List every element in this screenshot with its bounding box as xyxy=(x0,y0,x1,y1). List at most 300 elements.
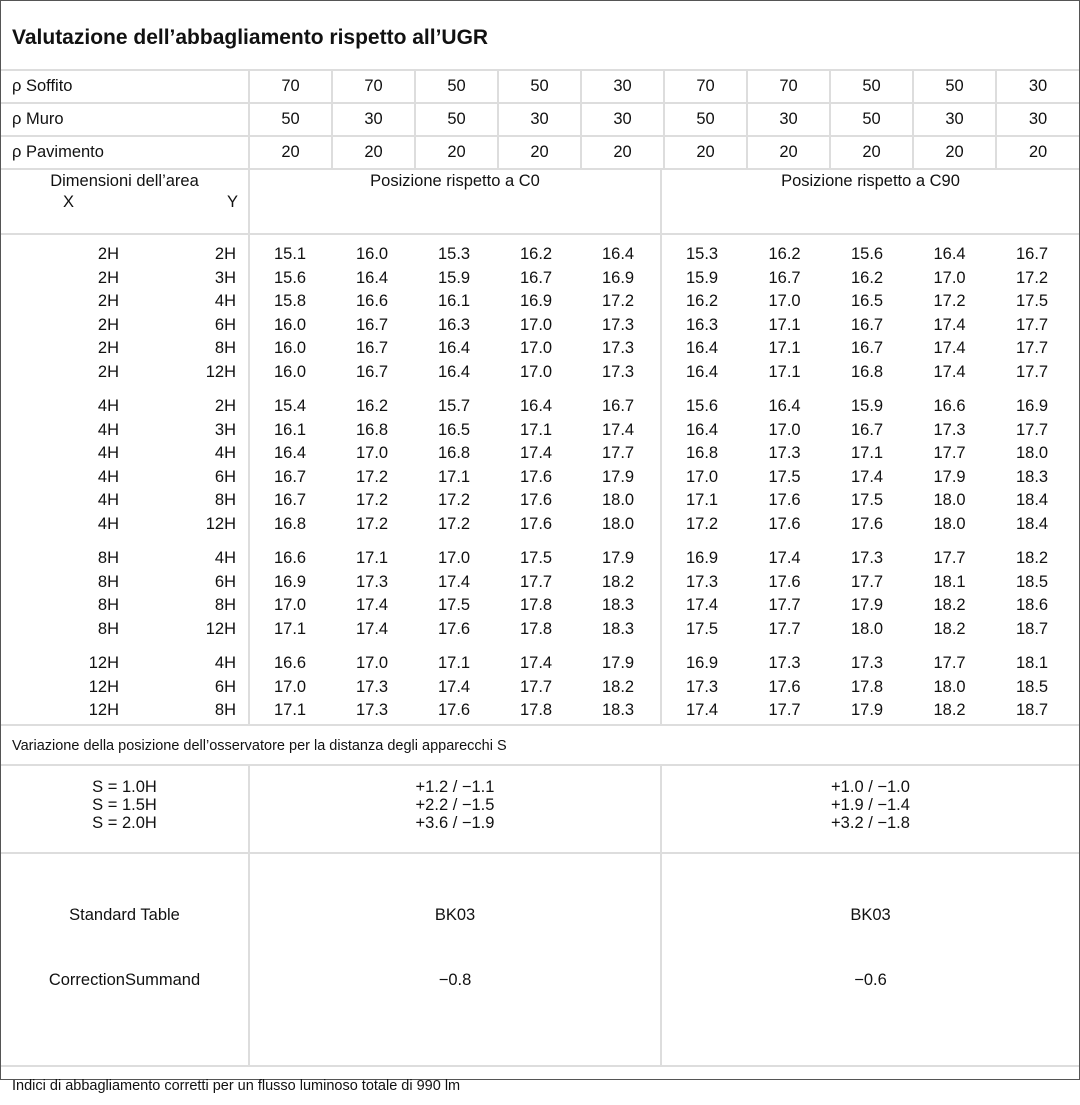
ugr-value: 18.2 xyxy=(933,596,966,614)
table-row xyxy=(662,419,1079,443)
ugr-value: 16.4 xyxy=(686,420,719,439)
ugr-value: 18.2 xyxy=(933,701,966,719)
ugr-value: 16.1 xyxy=(438,292,471,310)
ugr-value: 17.1 xyxy=(768,315,801,334)
ugr-value: 17.3 xyxy=(602,315,635,334)
floor-label: ρ Pavimento xyxy=(1,136,249,169)
correction-summand-c0: −0.8 xyxy=(438,971,472,989)
ugr-value: 16.9 xyxy=(686,549,719,567)
room-y: 6H xyxy=(214,467,236,486)
ugr-value: 17.4 xyxy=(438,677,471,696)
variation-label: Variazione della posizione dell’osservatore per la distanza degli apparecchi S xyxy=(1,726,1079,766)
wall-value: 50 xyxy=(830,103,913,136)
ugr-value: 17.4 xyxy=(686,701,719,719)
ugr-value: 17.0 xyxy=(768,420,801,439)
ugr-value: 16.7 xyxy=(356,362,389,381)
ugr-value: 17.9 xyxy=(602,467,635,486)
table-row xyxy=(250,243,660,267)
floor-value: 20 xyxy=(498,136,581,169)
ugr-value: 17.6 xyxy=(768,514,801,533)
ugr-value: 16.6 xyxy=(274,654,307,672)
x-label: X xyxy=(63,193,75,211)
table-row xyxy=(662,571,1079,595)
ugr-value: 17.6 xyxy=(768,491,801,509)
ugr-value: 17.2 xyxy=(1016,268,1049,287)
ugr-value: 16.7 xyxy=(851,315,884,334)
variation-c0-column xyxy=(249,766,661,853)
ugr-value: 17.7 xyxy=(933,549,966,567)
ugr-value: 16.7 xyxy=(851,339,884,357)
ugr-value: 16.7 xyxy=(356,315,389,334)
ugr-value: 16.2 xyxy=(851,268,884,287)
ugr-value: 17.3 xyxy=(356,572,389,591)
table-row xyxy=(250,442,660,466)
ugr-value: 17.6 xyxy=(520,514,553,533)
room-x: 4H xyxy=(97,397,119,415)
ugr-value: 16.0 xyxy=(274,339,307,357)
ugr-value: 18.2 xyxy=(602,572,635,591)
standard-table xyxy=(1,854,1079,1067)
ugr-value: 18.4 xyxy=(1016,491,1049,509)
table-row xyxy=(1,395,248,419)
ugr-value: 16.6 xyxy=(356,292,389,310)
table-row xyxy=(250,314,660,338)
ceiling-value: 50 xyxy=(913,71,996,103)
ugr-value: 17.3 xyxy=(602,362,635,381)
ugr-value: 17.6 xyxy=(520,491,553,509)
ugr-value: 17.3 xyxy=(851,549,884,567)
ugr-value: 16.7 xyxy=(851,420,884,439)
variation-table xyxy=(1,766,1079,854)
ugr-value: 15.6 xyxy=(274,268,307,287)
ugr-value: 17.5 xyxy=(686,619,719,638)
ugr-value: 17.3 xyxy=(686,572,719,591)
table-row xyxy=(1,594,248,618)
ugr-value: 17.2 xyxy=(602,292,635,310)
wall-value: 50 xyxy=(415,103,498,136)
c90-values-column xyxy=(661,235,1079,725)
table-row xyxy=(662,337,1079,361)
y-label: Y xyxy=(226,193,238,211)
wall-value: 30 xyxy=(747,103,830,136)
ugr-value: 18.2 xyxy=(602,677,635,696)
table-row xyxy=(1,267,248,291)
table-row xyxy=(250,489,660,513)
table-row xyxy=(1,676,248,700)
room-x: 4H xyxy=(97,444,119,462)
room-y: 12H xyxy=(205,362,236,381)
ugr-value: 17.0 xyxy=(274,596,307,614)
spacing-column xyxy=(1,766,249,853)
variation-c90-column xyxy=(661,766,1079,853)
ugr-value: 18.3 xyxy=(602,596,635,614)
room-x: 2H xyxy=(97,268,119,287)
table-row xyxy=(250,466,660,490)
ugr-value: 17.8 xyxy=(520,701,553,719)
ugr-value: 17.5 xyxy=(851,491,884,509)
table-row xyxy=(250,337,660,361)
c90-header: Posizione rispetto a C90 xyxy=(661,170,1079,234)
ugr-value: 17.4 xyxy=(933,315,966,334)
table-row xyxy=(1,547,248,571)
floor-value: 20 xyxy=(581,136,664,169)
floor-value: 20 xyxy=(332,136,415,169)
table-row xyxy=(1,466,248,490)
room-x: 2H xyxy=(97,362,119,381)
ugr-value: 17.5 xyxy=(438,596,471,614)
ugr-value: 17.6 xyxy=(768,677,801,696)
area-dimensions-label: Dimensioni dell’area xyxy=(50,172,199,190)
table-row xyxy=(1,513,248,537)
ugr-value: 17.1 xyxy=(274,619,307,638)
standard-c0 xyxy=(249,854,661,1066)
ugr-value: 17.4 xyxy=(356,619,389,638)
page-title: Valutazione dell’abbagliamento rispetto all’UGR xyxy=(1,1,1079,71)
ugr-value: 17.1 xyxy=(768,339,801,357)
ugr-value: 16.7 xyxy=(602,397,635,415)
ugr-value: 17.6 xyxy=(520,467,553,486)
table-row xyxy=(662,676,1079,700)
ugr-value: 17.3 xyxy=(768,444,801,462)
table-row xyxy=(1,290,248,314)
ugr-value: 16.2 xyxy=(686,292,719,310)
standard-table-c90: BK03 xyxy=(850,906,891,924)
ugr-value: 17.4 xyxy=(768,549,801,567)
ugr-value: 16.9 xyxy=(686,654,719,672)
footer-note: Indici di abbagliamento corretti per un flusso luminoso totale di 990 lm xyxy=(12,1078,461,1094)
ugr-value: 17.4 xyxy=(686,596,719,614)
ugr-value: 18.4 xyxy=(1016,514,1049,533)
wall-value: 30 xyxy=(332,103,415,136)
ugr-value: 18.7 xyxy=(1016,701,1049,719)
floor-value: 20 xyxy=(830,136,913,169)
ugr-value: 17.4 xyxy=(438,572,471,591)
dimensions-column xyxy=(1,235,249,725)
ugr-value: 17.0 xyxy=(933,268,966,287)
ugr-value: 16.7 xyxy=(768,268,801,287)
table-row xyxy=(662,618,1079,642)
ugr-header xyxy=(1,170,1079,235)
ceiling-value: 30 xyxy=(996,71,1079,103)
c0-values-column xyxy=(249,235,661,725)
ugr-value: 15.3 xyxy=(686,245,719,263)
floor-value: 20 xyxy=(415,136,498,169)
standard-table-c0: BK03 xyxy=(434,906,476,924)
table-row xyxy=(662,699,1079,723)
table-row xyxy=(1,243,248,267)
correction-summand-label: CorrectionSummand xyxy=(48,971,201,989)
table-row xyxy=(1,419,248,443)
wall-value: 30 xyxy=(498,103,581,136)
ugr-value: 17.1 xyxy=(438,467,471,486)
ugr-value: 17.2 xyxy=(438,514,471,533)
ceiling-value: 50 xyxy=(830,71,913,103)
ugr-value: 15.9 xyxy=(851,397,884,415)
ugr-value: 16.7 xyxy=(274,467,307,486)
ceiling-row xyxy=(1,71,1079,103)
room-y: 8H xyxy=(214,491,236,509)
ugr-value: 17.3 xyxy=(356,677,389,696)
ugr-value: 16.4 xyxy=(686,362,719,381)
table-row xyxy=(662,267,1079,291)
ceiling-value: 50 xyxy=(415,71,498,103)
room-y: 3H xyxy=(214,420,236,439)
wall-value: 50 xyxy=(664,103,747,136)
variation-c90-value: +3.2 / −1.8 xyxy=(831,814,910,832)
ugr-value: 16.7 xyxy=(356,339,389,357)
table-row xyxy=(662,489,1079,513)
table-row xyxy=(250,513,660,537)
spacing-value: S = 2.0H xyxy=(92,814,157,832)
ugr-value: 18.3 xyxy=(602,619,635,638)
table-row xyxy=(250,419,660,443)
table-row xyxy=(662,361,1079,385)
room-x: 12H xyxy=(88,701,119,719)
ceiling-value: 70 xyxy=(249,71,332,103)
table-row xyxy=(1,337,248,361)
room-x: 2H xyxy=(97,292,119,310)
ugr-value: 17.3 xyxy=(851,654,884,672)
room-y: 2H xyxy=(214,397,236,415)
ugr-value: 17.2 xyxy=(356,514,389,533)
standard-table-label: Standard Table xyxy=(69,906,180,924)
floor-row xyxy=(1,136,1079,169)
ceiling-value: 70 xyxy=(664,71,747,103)
ugr-value: 16.9 xyxy=(520,292,553,310)
ugr-value: 18.2 xyxy=(933,619,966,638)
room-x: 4H xyxy=(97,420,119,439)
room-y: 6H xyxy=(214,315,236,334)
table-row xyxy=(662,442,1079,466)
ugr-value: 16.7 xyxy=(274,491,307,509)
room-x: 4H xyxy=(97,491,119,509)
ugr-value: 16.4 xyxy=(602,245,635,263)
ugr-value: 16.4 xyxy=(933,245,966,263)
ugr-value: 17.7 xyxy=(602,444,635,462)
standard-labels xyxy=(1,854,249,1066)
floor-value: 20 xyxy=(664,136,747,169)
table-row xyxy=(1,699,248,723)
ugr-value: 16.6 xyxy=(933,397,966,415)
floor-value: 20 xyxy=(913,136,996,169)
table-row xyxy=(662,395,1079,419)
ugr-value: 17.7 xyxy=(1016,420,1049,439)
ugr-value: 16.4 xyxy=(438,339,471,357)
room-y: 4H xyxy=(214,444,236,462)
room-x: 8H xyxy=(97,619,119,638)
table-row xyxy=(250,267,660,291)
table-row xyxy=(250,571,660,595)
table-row xyxy=(662,652,1079,676)
ugr-value: 16.4 xyxy=(438,362,471,381)
ugr-value: 17.3 xyxy=(356,701,389,719)
table-row xyxy=(1,618,248,642)
ugr-value: 17.7 xyxy=(1016,362,1049,381)
ugr-value: 17.4 xyxy=(520,654,553,672)
wall-value: 30 xyxy=(996,103,1079,136)
ugr-value: 17.5 xyxy=(768,467,801,486)
floor-value: 20 xyxy=(996,136,1079,169)
room-y: 6H xyxy=(214,572,236,591)
ugr-value: 17.2 xyxy=(933,292,966,310)
ugr-value: 16.2 xyxy=(520,245,553,263)
ugr-value: 17.7 xyxy=(1016,315,1049,334)
variation-c0-value: +2.2 / −1.5 xyxy=(415,796,495,814)
table-row xyxy=(662,466,1079,490)
ugr-value: 17.3 xyxy=(768,654,801,672)
ugr-value: 15.6 xyxy=(851,245,884,263)
table-row xyxy=(250,361,660,385)
ugr-value: 16.8 xyxy=(274,514,307,533)
ugr-value: 16.7 xyxy=(520,268,553,287)
ugr-value: 16.0 xyxy=(274,362,307,381)
wall-value: 30 xyxy=(581,103,664,136)
table-row xyxy=(662,290,1079,314)
ugr-value: 17.0 xyxy=(768,292,801,310)
table-row xyxy=(1,489,248,513)
ugr-value: 18.0 xyxy=(602,514,635,533)
room-y: 8H xyxy=(214,339,236,357)
ugr-value: 17.1 xyxy=(686,491,719,509)
ugr-value: 16.1 xyxy=(274,420,307,439)
correction-summand-c90: −0.6 xyxy=(854,971,887,989)
ugr-value: 16.8 xyxy=(686,444,719,462)
table-row xyxy=(250,547,660,571)
room-y: 12H xyxy=(205,514,236,533)
table-row xyxy=(662,314,1079,338)
ugr-value: 17.0 xyxy=(520,339,553,357)
ugr-value: 18.0 xyxy=(933,491,966,509)
ugr-value: 17.4 xyxy=(933,362,966,381)
ugr-value: 17.9 xyxy=(851,596,884,614)
table-row xyxy=(1,361,248,385)
ugr-value: 17.9 xyxy=(933,467,966,486)
table-row xyxy=(662,594,1079,618)
ugr-value: 17.8 xyxy=(520,619,553,638)
ugr-value: 16.9 xyxy=(274,572,307,591)
ugr-value: 16.3 xyxy=(686,315,719,334)
ugr-value: 17.3 xyxy=(602,339,635,357)
wall-value: 30 xyxy=(913,103,996,136)
ugr-value: 17.8 xyxy=(520,596,553,614)
spacing-value: S = 1.5H xyxy=(92,796,157,814)
ugr-value: 17.0 xyxy=(520,315,553,334)
table-row xyxy=(1,571,248,595)
ugr-value: 15.4 xyxy=(274,397,307,415)
ugr-value: 17.4 xyxy=(851,467,884,486)
ugr-value: 17.7 xyxy=(768,619,801,638)
room-y: 12H xyxy=(205,619,236,638)
room-x: 4H xyxy=(97,514,119,533)
room-y: 4H xyxy=(214,292,236,310)
ceiling-value: 70 xyxy=(332,71,415,103)
ugr-value: 17.3 xyxy=(686,677,719,696)
table-row xyxy=(662,243,1079,267)
ugr-value: 17.7 xyxy=(520,572,553,591)
room-x: 8H xyxy=(97,596,119,614)
ugr-value: 17.7 xyxy=(933,654,966,672)
ugr-value: 15.8 xyxy=(274,292,307,310)
ugr-value: 17.1 xyxy=(356,549,389,567)
reflectance-table xyxy=(1,71,1079,170)
ugr-value: 16.9 xyxy=(602,268,635,287)
ugr-value: 16.8 xyxy=(851,362,884,381)
room-x: 2H xyxy=(97,339,119,357)
ugr-value: 17.4 xyxy=(602,420,635,439)
room-x: 8H xyxy=(97,549,119,567)
variation-c0-value: +1.2 / −1.1 xyxy=(415,778,495,796)
ugr-value: 17.0 xyxy=(356,444,389,462)
ugr-value: 17.5 xyxy=(1016,292,1049,310)
ugr-value: 17.0 xyxy=(686,467,719,486)
wall-value: 50 xyxy=(249,103,332,136)
table-row xyxy=(1,314,248,338)
ugr-value: 18.0 xyxy=(602,491,635,509)
variation-c0-value: +3.6 / −1.9 xyxy=(415,814,495,832)
ugr-value: 17.2 xyxy=(686,514,719,533)
floor-value: 20 xyxy=(249,136,332,169)
table-row xyxy=(250,618,660,642)
ugr-value: 18.5 xyxy=(1016,677,1049,696)
ugr-value: 17.6 xyxy=(438,619,471,638)
ugr-value: 17.7 xyxy=(1016,339,1049,357)
ugr-value: 17.7 xyxy=(933,444,966,462)
room-x: 8H xyxy=(97,572,119,591)
ugr-value: 16.9 xyxy=(1016,397,1049,415)
room-x: 2H xyxy=(97,315,119,334)
room-y: 3H xyxy=(214,268,236,287)
ugr-value: 18.1 xyxy=(1016,654,1049,672)
area-dimensions-header xyxy=(1,170,249,234)
ugr-value: 16.4 xyxy=(520,397,553,415)
ugr-value: 18.0 xyxy=(851,619,884,638)
table-row xyxy=(250,290,660,314)
wall-label: ρ Muro xyxy=(1,103,249,136)
ugr-value: 18.0 xyxy=(1016,444,1049,462)
ugr-value: 18.5 xyxy=(1016,572,1049,591)
ugr-value: 17.4 xyxy=(356,596,389,614)
ugr-value: 16.8 xyxy=(438,444,471,462)
table-row xyxy=(662,547,1079,571)
ugr-value: 17.4 xyxy=(520,444,553,462)
ceiling-label: ρ Soffito xyxy=(1,71,249,103)
ugr-data-table xyxy=(1,235,1079,726)
ugr-value: 17.7 xyxy=(768,701,801,719)
ugr-value: 17.9 xyxy=(602,654,635,672)
standard-c90 xyxy=(661,854,1079,1066)
spacing-value: S = 1.0H xyxy=(92,778,157,796)
table-row xyxy=(662,513,1079,537)
ugr-value: 17.0 xyxy=(438,549,471,567)
ugr-value: 17.9 xyxy=(602,549,635,567)
ugr-value: 16.2 xyxy=(356,397,389,415)
ugr-value: 17.4 xyxy=(933,339,966,357)
ugr-value: 18.0 xyxy=(933,677,966,696)
ugr-value: 16.6 xyxy=(274,549,307,567)
ugr-value: 17.6 xyxy=(438,701,471,719)
ugr-value: 16.4 xyxy=(768,397,801,415)
room-y: 2H xyxy=(214,245,236,263)
floor-value: 20 xyxy=(747,136,830,169)
ugr-value: 16.5 xyxy=(438,420,471,439)
ugr-value: 16.0 xyxy=(274,315,307,334)
ugr-value: 17.1 xyxy=(768,362,801,381)
ugr-value: 17.3 xyxy=(933,420,966,439)
ugr-value: 16.5 xyxy=(851,292,884,310)
ugr-value: 18.6 xyxy=(1016,596,1049,614)
ugr-value: 18.2 xyxy=(1016,549,1049,567)
c0-header: Posizione rispetto a C0 xyxy=(249,170,661,234)
